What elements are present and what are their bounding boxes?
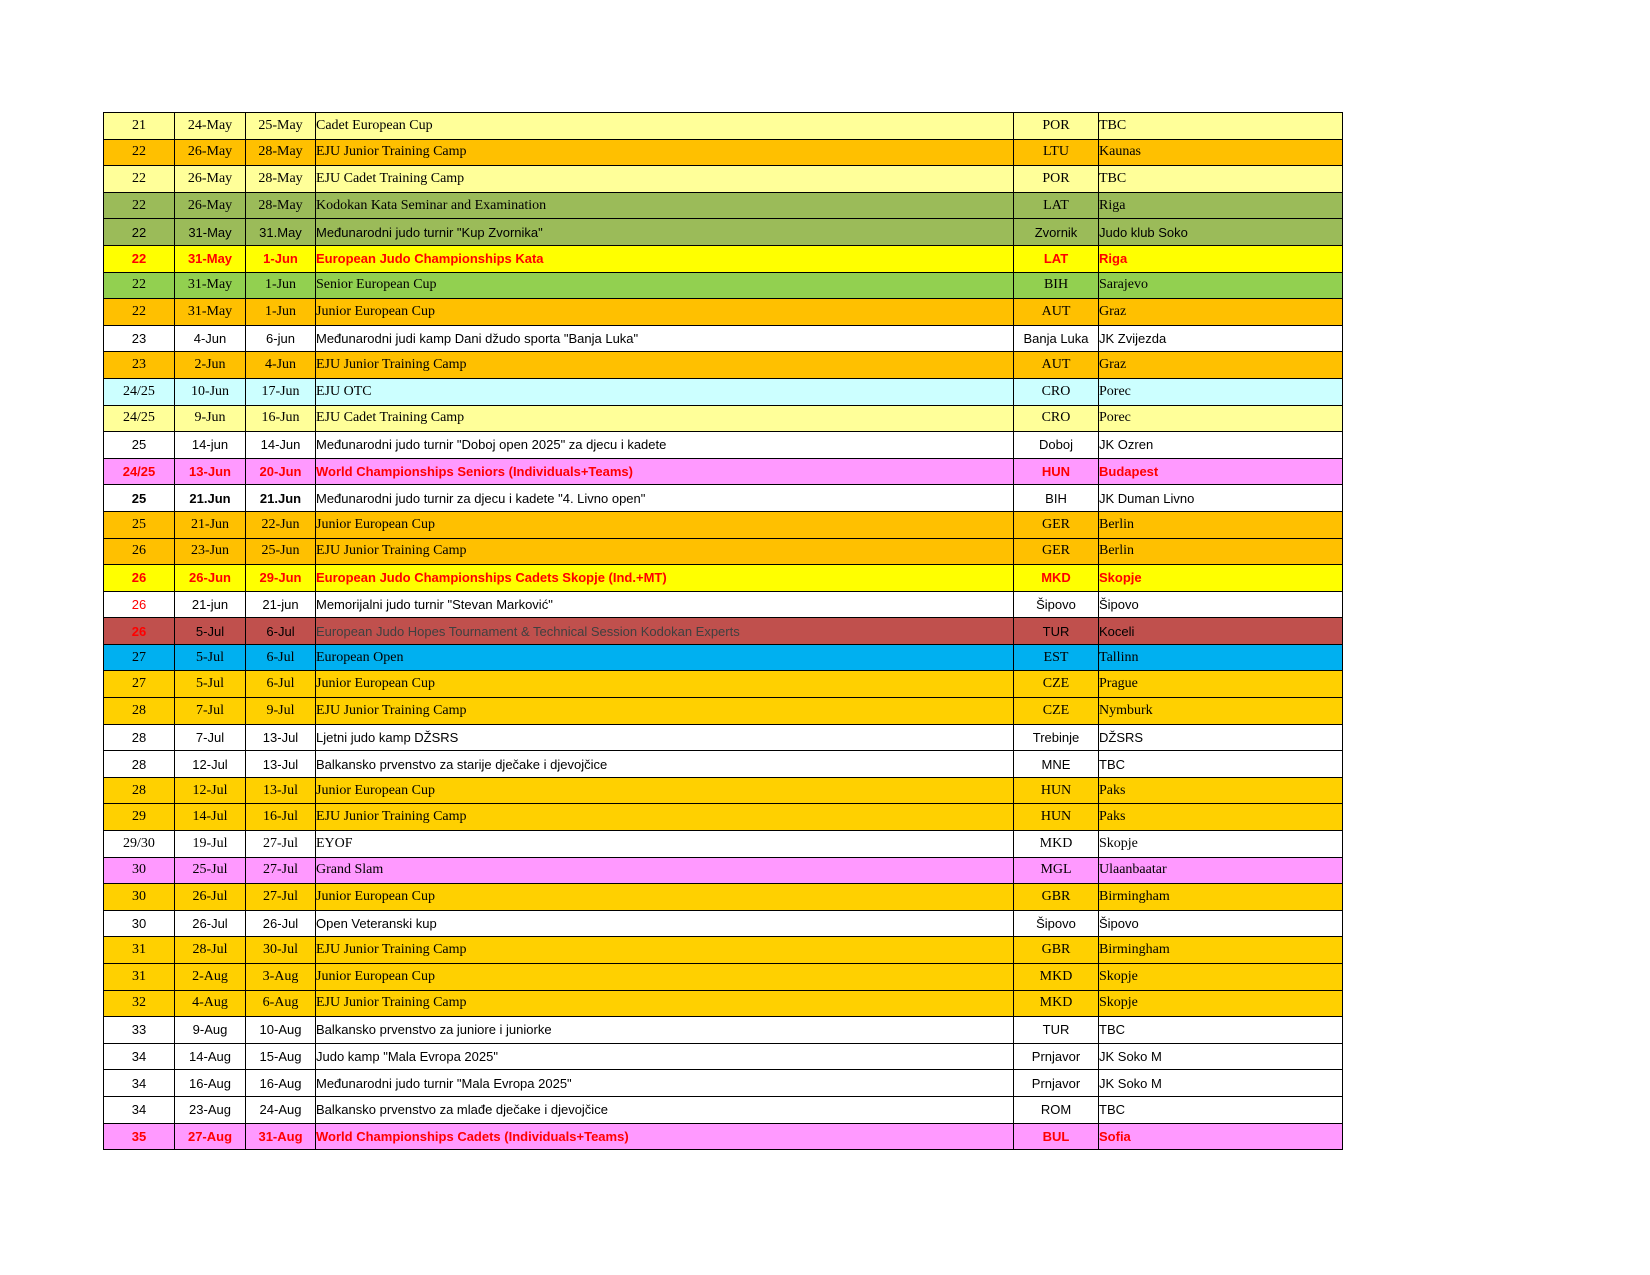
week-cell[interactable]: 25 bbox=[104, 485, 175, 512]
table-row bbox=[104, 352, 1343, 379]
end-date-cell[interactable]: 1-Jun bbox=[246, 299, 316, 326]
event-cell[interactable]: EYOF bbox=[316, 831, 1014, 858]
week-cell[interactable]: 26 bbox=[104, 591, 175, 618]
week-cell[interactable]: 28 bbox=[104, 777, 175, 804]
week-cell[interactable]: 28 bbox=[104, 698, 175, 725]
table-row bbox=[104, 139, 1343, 166]
start-date-cell[interactable]: 2-Jun bbox=[175, 352, 246, 379]
city-cell[interactable]: Šipovo bbox=[1099, 910, 1343, 937]
country-cell[interactable]: LTU bbox=[1014, 139, 1099, 166]
start-date-cell[interactable]: 7-Jul bbox=[175, 724, 246, 751]
end-date-cell[interactable]: 6-Aug bbox=[246, 990, 316, 1017]
week-cell[interactable]: 22 bbox=[104, 245, 175, 272]
country-cell[interactable]: Prnjavor bbox=[1014, 1043, 1099, 1070]
table-row bbox=[104, 1123, 1343, 1150]
event-cell[interactable]: European Open bbox=[316, 644, 1014, 671]
event-cell[interactable]: Ljetni judo kamp DŽSRS bbox=[316, 724, 1014, 751]
table-row bbox=[104, 272, 1343, 299]
week-cell[interactable]: 34 bbox=[104, 1096, 175, 1123]
week-cell[interactable]: 22 bbox=[104, 192, 175, 219]
week-cell[interactable]: 22 bbox=[104, 299, 175, 326]
country-cell[interactable]: Prnjavor bbox=[1014, 1070, 1099, 1097]
week-cell[interactable]: 32 bbox=[104, 990, 175, 1017]
end-date-cell[interactable]: 16-Jul bbox=[246, 804, 316, 831]
city-cell[interactable]: Porec bbox=[1099, 405, 1343, 432]
end-date-cell[interactable]: 28-May bbox=[246, 166, 316, 193]
end-date-cell[interactable]: 17-Jun bbox=[246, 378, 316, 405]
event-cell[interactable]: EJU Junior Training Camp bbox=[316, 698, 1014, 725]
event-cell[interactable]: Međunarodni judo turnir "Doboj open 2025" za djecu i kadete bbox=[316, 432, 1014, 459]
table-row bbox=[104, 113, 1343, 140]
event-cell[interactable]: Memorijalni judo turnir "Stevan Marković" bbox=[316, 591, 1014, 618]
country-cell[interactable]: MNE bbox=[1014, 751, 1099, 778]
week-cell[interactable]: 29/30 bbox=[104, 831, 175, 858]
city-cell[interactable]: TBC bbox=[1099, 166, 1343, 193]
end-date-cell[interactable]: 25-Jun bbox=[246, 538, 316, 565]
event-cell[interactable]: Međunarodni judo turnir za djecu i kadete "4. Livno open" bbox=[316, 485, 1014, 512]
end-date-cell[interactable]: 6-jun bbox=[246, 325, 316, 352]
country-cell[interactable]: Banja Luka bbox=[1014, 325, 1099, 352]
country-cell[interactable]: AUT bbox=[1014, 299, 1099, 326]
table-row bbox=[104, 538, 1343, 565]
city-cell[interactable]: JK Soko M bbox=[1099, 1043, 1343, 1070]
event-cell[interactable]: European Judo Championships Kata bbox=[316, 245, 1014, 272]
event-cell[interactable]: Junior European Cup bbox=[316, 884, 1014, 911]
city-cell[interactable]: Berlin bbox=[1099, 538, 1343, 565]
table-row bbox=[104, 299, 1343, 326]
start-date-cell[interactable]: 26-Jul bbox=[175, 910, 246, 937]
start-date-cell[interactable]: 28-Jul bbox=[175, 937, 246, 964]
city-cell[interactable]: Riga bbox=[1099, 245, 1343, 272]
country-cell[interactable]: ROM bbox=[1014, 1096, 1099, 1123]
week-cell[interactable]: 33 bbox=[104, 1017, 175, 1044]
week-cell[interactable]: 31 bbox=[104, 937, 175, 964]
table-row bbox=[104, 671, 1343, 698]
country-cell[interactable]: GER bbox=[1014, 538, 1099, 565]
country-cell[interactable]: Doboj bbox=[1014, 432, 1099, 459]
city-cell[interactable]: JK Zvijezda bbox=[1099, 325, 1343, 352]
city-cell[interactable]: Skopje bbox=[1099, 990, 1343, 1017]
event-cell[interactable]: European Judo Championships Cadets Skopje (Ind.+MT) bbox=[316, 565, 1014, 592]
country-cell[interactable]: HUN bbox=[1014, 804, 1099, 831]
end-date-cell[interactable]: 4-Jun bbox=[246, 352, 316, 379]
country-cell[interactable]: TUR bbox=[1014, 1017, 1099, 1044]
city-cell[interactable]: Tallinn bbox=[1099, 644, 1343, 671]
start-date-cell[interactable]: 21-Jun bbox=[175, 511, 246, 538]
city-cell[interactable]: JK Duman Livno bbox=[1099, 485, 1343, 512]
table-row bbox=[104, 644, 1343, 671]
country-cell[interactable]: MKD bbox=[1014, 964, 1099, 991]
week-cell[interactable]: 21 bbox=[104, 113, 175, 140]
city-cell[interactable]: Paks bbox=[1099, 777, 1343, 804]
start-date-cell[interactable]: 26-Jul bbox=[175, 884, 246, 911]
country-cell[interactable]: MGL bbox=[1014, 857, 1099, 884]
start-date-cell[interactable]: 31-May bbox=[175, 272, 246, 299]
country-cell[interactable]: AUT bbox=[1014, 352, 1099, 379]
start-date-cell[interactable]: 23-Aug bbox=[175, 1096, 246, 1123]
city-cell[interactable]: Budapest bbox=[1099, 458, 1343, 485]
country-cell[interactable]: Trebinje bbox=[1014, 724, 1099, 751]
table-row bbox=[104, 777, 1343, 804]
country-cell[interactable]: EST bbox=[1014, 644, 1099, 671]
country-cell[interactable]: HUN bbox=[1014, 777, 1099, 804]
end-date-cell[interactable]: 28-May bbox=[246, 139, 316, 166]
city-cell[interactable]: Porec bbox=[1099, 378, 1343, 405]
end-date-cell[interactable]: 16-Jun bbox=[246, 405, 316, 432]
event-cell[interactable]: Međunarodni judo turnir "Kup Zvornika" bbox=[316, 219, 1014, 246]
event-cell[interactable]: EJU Junior Training Camp bbox=[316, 139, 1014, 166]
city-cell[interactable]: Koceli bbox=[1099, 618, 1343, 645]
week-cell[interactable]: 30 bbox=[104, 857, 175, 884]
city-cell[interactable]: Paks bbox=[1099, 804, 1343, 831]
start-date-cell[interactable]: 31-May bbox=[175, 219, 246, 246]
table-row bbox=[104, 1070, 1343, 1097]
start-date-cell[interactable]: 12-Jul bbox=[175, 751, 246, 778]
end-date-cell[interactable]: 3-Aug bbox=[246, 964, 316, 991]
country-cell[interactable]: POR bbox=[1014, 166, 1099, 193]
country-cell[interactable]: LAT bbox=[1014, 245, 1099, 272]
table-row bbox=[104, 804, 1343, 831]
event-cell[interactable]: World Championships Cadets (Individuals+Teams) bbox=[316, 1123, 1014, 1150]
country-cell[interactable]: GBR bbox=[1014, 884, 1099, 911]
table-row bbox=[104, 219, 1343, 246]
table-row bbox=[104, 458, 1343, 485]
table-row bbox=[104, 857, 1343, 884]
start-date-cell[interactable]: 9-Jun bbox=[175, 405, 246, 432]
end-date-cell[interactable]: 21.Jun bbox=[246, 485, 316, 512]
week-cell[interactable]: 34 bbox=[104, 1070, 175, 1097]
week-cell[interactable]: 29 bbox=[104, 804, 175, 831]
city-cell[interactable]: Skopje bbox=[1099, 964, 1343, 991]
country-cell[interactable]: HUN bbox=[1014, 458, 1099, 485]
table-row bbox=[104, 964, 1343, 991]
event-cell[interactable]: World Championships Seniors (Individuals+Teams) bbox=[316, 458, 1014, 485]
event-cell[interactable]: Junior European Cup bbox=[316, 671, 1014, 698]
country-cell[interactable]: MKD bbox=[1014, 565, 1099, 592]
event-cell[interactable]: Balkansko prvenstvo za juniore i juniorke bbox=[316, 1017, 1014, 1044]
week-cell[interactable]: 35 bbox=[104, 1123, 175, 1150]
country-cell[interactable]: BIH bbox=[1014, 272, 1099, 299]
start-date-cell[interactable]: 5-Jul bbox=[175, 644, 246, 671]
city-cell[interactable]: Nymburk bbox=[1099, 698, 1343, 725]
table-row bbox=[104, 1043, 1343, 1070]
country-cell[interactable]: LAT bbox=[1014, 192, 1099, 219]
start-date-cell[interactable]: 21.Jun bbox=[175, 485, 246, 512]
end-date-cell[interactable]: 1-Jun bbox=[246, 245, 316, 272]
table-row bbox=[104, 378, 1343, 405]
week-cell[interactable]: 24/25 bbox=[104, 458, 175, 485]
end-date-cell[interactable]: 28-May bbox=[246, 192, 316, 219]
week-cell[interactable]: 27 bbox=[104, 671, 175, 698]
end-date-cell[interactable]: 27-Jul bbox=[246, 884, 316, 911]
event-cell[interactable]: Cadet European Cup bbox=[316, 113, 1014, 140]
start-date-cell[interactable]: 10-Jun bbox=[175, 378, 246, 405]
start-date-cell[interactable]: 4-Aug bbox=[175, 990, 246, 1017]
event-cell[interactable]: Grand Slam bbox=[316, 857, 1014, 884]
week-cell[interactable]: 31 bbox=[104, 964, 175, 991]
event-cell[interactable]: Junior European Cup bbox=[316, 777, 1014, 804]
table-row bbox=[104, 884, 1343, 911]
end-date-cell[interactable]: 31.May bbox=[246, 219, 316, 246]
city-cell[interactable]: Skopje bbox=[1099, 565, 1343, 592]
country-cell[interactable]: GER bbox=[1014, 511, 1099, 538]
table-row bbox=[104, 325, 1343, 352]
week-cell[interactable]: 24/25 bbox=[104, 378, 175, 405]
start-date-cell[interactable]: 27-Aug bbox=[175, 1123, 246, 1150]
event-cell[interactable]: EJU Cadet Training Camp bbox=[316, 166, 1014, 193]
start-date-cell[interactable]: 5-Jul bbox=[175, 671, 246, 698]
city-cell[interactable]: Berlin bbox=[1099, 511, 1343, 538]
start-date-cell[interactable]: 5-Jul bbox=[175, 618, 246, 645]
start-date-cell[interactable]: 26-Jun bbox=[175, 565, 246, 592]
country-cell[interactable]: MKD bbox=[1014, 831, 1099, 858]
start-date-cell[interactable]: 24-May bbox=[175, 113, 246, 140]
event-cell[interactable]: EJU Junior Training Camp bbox=[316, 990, 1014, 1017]
country-cell[interactable]: Šipovo bbox=[1014, 910, 1099, 937]
table-row bbox=[104, 485, 1343, 512]
table-row bbox=[104, 1096, 1343, 1123]
table-row bbox=[104, 618, 1343, 645]
week-cell[interactable]: 22 bbox=[104, 219, 175, 246]
country-cell[interactable]: BIH bbox=[1014, 485, 1099, 512]
table-row bbox=[104, 937, 1343, 964]
week-cell[interactable]: 26 bbox=[104, 618, 175, 645]
table-row bbox=[104, 245, 1343, 272]
end-date-cell[interactable]: 6-Jul bbox=[246, 671, 316, 698]
end-date-cell[interactable]: 1-Jun bbox=[246, 272, 316, 299]
end-date-cell[interactable]: 9-Jul bbox=[246, 698, 316, 725]
calendar-table-body bbox=[104, 113, 1343, 1150]
city-cell[interactable]: TBC bbox=[1099, 1017, 1343, 1044]
city-cell[interactable]: Kaunas bbox=[1099, 139, 1343, 166]
city-cell[interactable]: TBC bbox=[1099, 1096, 1343, 1123]
end-date-cell[interactable]: 6-Jul bbox=[246, 618, 316, 645]
event-cell[interactable]: Balkansko prvenstvo za starije dječake i djevojčice bbox=[316, 751, 1014, 778]
week-cell[interactable]: 34 bbox=[104, 1043, 175, 1070]
start-date-cell[interactable]: 9-Aug bbox=[175, 1017, 246, 1044]
week-cell[interactable]: 22 bbox=[104, 139, 175, 166]
start-date-cell[interactable]: 12-Jul bbox=[175, 777, 246, 804]
event-cell[interactable]: EJU OTC bbox=[316, 378, 1014, 405]
event-cell[interactable]: Open Veteranski kup bbox=[316, 910, 1014, 937]
city-cell[interactable]: Birmingham bbox=[1099, 884, 1343, 911]
table-row bbox=[104, 831, 1343, 858]
country-cell[interactable]: CRO bbox=[1014, 378, 1099, 405]
country-cell[interactable]: BUL bbox=[1014, 1123, 1099, 1150]
start-date-cell[interactable]: 14-Aug bbox=[175, 1043, 246, 1070]
week-cell[interactable]: 25 bbox=[104, 432, 175, 459]
city-cell[interactable]: JK Soko M bbox=[1099, 1070, 1343, 1097]
week-cell[interactable]: 23 bbox=[104, 325, 175, 352]
end-date-cell[interactable]: 26-Jul bbox=[246, 910, 316, 937]
end-date-cell[interactable]: 6-Jul bbox=[246, 644, 316, 671]
start-date-cell[interactable]: 26-May bbox=[175, 139, 246, 166]
event-cell[interactable]: Junior European Cup bbox=[316, 511, 1014, 538]
city-cell[interactable]: Ulaanbaatar bbox=[1099, 857, 1343, 884]
table-row bbox=[104, 192, 1343, 219]
city-cell[interactable]: Prague bbox=[1099, 671, 1343, 698]
country-cell[interactable]: MKD bbox=[1014, 990, 1099, 1017]
week-cell[interactable]: 22 bbox=[104, 272, 175, 299]
start-date-cell[interactable]: 21-jun bbox=[175, 591, 246, 618]
end-date-cell[interactable]: 15-Aug bbox=[246, 1043, 316, 1070]
end-date-cell[interactable]: 13-Jul bbox=[246, 777, 316, 804]
event-cell[interactable]: Međunarodni judi kamp Dani džudo sporta "Banja Luka" bbox=[316, 325, 1014, 352]
week-cell[interactable]: 22 bbox=[104, 166, 175, 193]
start-date-cell[interactable]: 26-May bbox=[175, 192, 246, 219]
start-date-cell[interactable]: 31-May bbox=[175, 299, 246, 326]
country-cell[interactable]: CZE bbox=[1014, 698, 1099, 725]
end-date-cell[interactable]: 10-Aug bbox=[246, 1017, 316, 1044]
event-cell[interactable]: EJU Junior Training Camp bbox=[316, 352, 1014, 379]
event-cell[interactable]: European Judo Hopes Tournament & Technical Session Kodokan Experts bbox=[316, 618, 1014, 645]
city-cell[interactable]: Judo klub Soko bbox=[1099, 219, 1343, 246]
country-cell[interactable]: POR bbox=[1014, 113, 1099, 140]
event-cell[interactable]: Junior European Cup bbox=[316, 299, 1014, 326]
country-cell[interactable]: CZE bbox=[1014, 671, 1099, 698]
city-cell[interactable]: DŽSRS bbox=[1099, 724, 1343, 751]
city-cell[interactable]: Šipovo bbox=[1099, 591, 1343, 618]
end-date-cell[interactable]: 24-Aug bbox=[246, 1096, 316, 1123]
start-date-cell[interactable]: 13-Jun bbox=[175, 458, 246, 485]
week-cell[interactable]: 30 bbox=[104, 884, 175, 911]
table-row bbox=[104, 405, 1343, 432]
start-date-cell[interactable]: 19-Jul bbox=[175, 831, 246, 858]
end-date-cell[interactable]: 27-Jul bbox=[246, 831, 316, 858]
city-cell[interactable]: Sarajevo bbox=[1099, 272, 1343, 299]
week-cell[interactable]: 28 bbox=[104, 724, 175, 751]
city-cell[interactable]: TBC bbox=[1099, 113, 1343, 140]
country-cell[interactable]: GBR bbox=[1014, 937, 1099, 964]
table-row bbox=[104, 591, 1343, 618]
city-cell[interactable]: Skopje bbox=[1099, 831, 1343, 858]
city-cell[interactable]: Sofia bbox=[1099, 1123, 1343, 1150]
start-date-cell[interactable]: 2-Aug bbox=[175, 964, 246, 991]
city-cell[interactable]: Graz bbox=[1099, 299, 1343, 326]
table-row bbox=[104, 166, 1343, 193]
city-cell[interactable]: Riga bbox=[1099, 192, 1343, 219]
start-date-cell[interactable]: 7-Jul bbox=[175, 698, 246, 725]
end-date-cell[interactable]: 25-May bbox=[246, 113, 316, 140]
table-row bbox=[104, 910, 1343, 937]
country-cell[interactable]: CRO bbox=[1014, 405, 1099, 432]
week-cell[interactable]: 25 bbox=[104, 511, 175, 538]
start-date-cell[interactable]: 23-Jun bbox=[175, 538, 246, 565]
event-cell[interactable]: EJU Junior Training Camp bbox=[316, 937, 1014, 964]
country-cell[interactable]: Zvornik bbox=[1014, 219, 1099, 246]
end-date-cell[interactable]: 13-Jul bbox=[246, 724, 316, 751]
table-row bbox=[104, 565, 1343, 592]
start-date-cell[interactable]: 26-May bbox=[175, 166, 246, 193]
week-cell[interactable]: 24/25 bbox=[104, 405, 175, 432]
table-row bbox=[104, 698, 1343, 725]
event-cell[interactable]: Balkansko prvenstvo za mlađe dječake i djevojčice bbox=[316, 1096, 1014, 1123]
table-row bbox=[104, 1017, 1343, 1044]
event-cell[interactable]: Međunarodni judo turnir "Mala Evropa 2025" bbox=[316, 1070, 1014, 1097]
end-date-cell[interactable]: 21-jun bbox=[246, 591, 316, 618]
start-date-cell[interactable]: 14-Jul bbox=[175, 804, 246, 831]
start-date-cell[interactable]: 31-May bbox=[175, 245, 246, 272]
start-date-cell[interactable]: 16-Aug bbox=[175, 1070, 246, 1097]
end-date-cell[interactable]: 14-Jun bbox=[246, 432, 316, 459]
end-date-cell[interactable]: 22-Jun bbox=[246, 511, 316, 538]
start-date-cell[interactable]: 4-Jun bbox=[175, 325, 246, 352]
week-cell[interactable]: 27 bbox=[104, 644, 175, 671]
table-row bbox=[104, 724, 1343, 751]
end-date-cell[interactable]: 16-Aug bbox=[246, 1070, 316, 1097]
week-cell[interactable]: 28 bbox=[104, 751, 175, 778]
end-date-cell[interactable]: 29-Jun bbox=[246, 565, 316, 592]
week-cell[interactable]: 30 bbox=[104, 910, 175, 937]
event-cell[interactable]: Junior European Cup bbox=[316, 964, 1014, 991]
table-row bbox=[104, 990, 1343, 1017]
event-cell[interactable]: Senior European Cup bbox=[316, 272, 1014, 299]
start-date-cell[interactable]: 14-jun bbox=[175, 432, 246, 459]
end-date-cell[interactable]: 27-Jul bbox=[246, 857, 316, 884]
city-cell[interactable]: TBC bbox=[1099, 751, 1343, 778]
event-cell[interactable]: EJU Cadet Training Camp bbox=[316, 405, 1014, 432]
end-date-cell[interactable]: 20-Jun bbox=[246, 458, 316, 485]
table-row bbox=[104, 751, 1343, 778]
country-cell[interactable]: Šipovo bbox=[1014, 591, 1099, 618]
week-cell[interactable]: 26 bbox=[104, 565, 175, 592]
table-row bbox=[104, 511, 1343, 538]
start-date-cell[interactable]: 25-Jul bbox=[175, 857, 246, 884]
country-cell[interactable]: TUR bbox=[1014, 618, 1099, 645]
city-cell[interactable]: JK Ozren bbox=[1099, 432, 1343, 459]
week-cell[interactable]: 26 bbox=[104, 538, 175, 565]
event-cell[interactable]: EJU Junior Training Camp bbox=[316, 538, 1014, 565]
table-row bbox=[104, 432, 1343, 459]
end-date-cell[interactable]: 30-Jul bbox=[246, 937, 316, 964]
event-calendar-table bbox=[103, 112, 1343, 1150]
end-date-cell[interactable]: 13-Jul bbox=[246, 751, 316, 778]
event-cell[interactable]: Judo kamp "Mala Evropa 2025" bbox=[316, 1043, 1014, 1070]
city-cell[interactable]: Graz bbox=[1099, 352, 1343, 379]
week-cell[interactable]: 23 bbox=[104, 352, 175, 379]
end-date-cell[interactable]: 31-Aug bbox=[246, 1123, 316, 1150]
event-cell[interactable]: EJU Junior Training Camp bbox=[316, 804, 1014, 831]
city-cell[interactable]: Birmingham bbox=[1099, 937, 1343, 964]
event-cell[interactable]: Kodokan Kata Seminar and Examination bbox=[316, 192, 1014, 219]
